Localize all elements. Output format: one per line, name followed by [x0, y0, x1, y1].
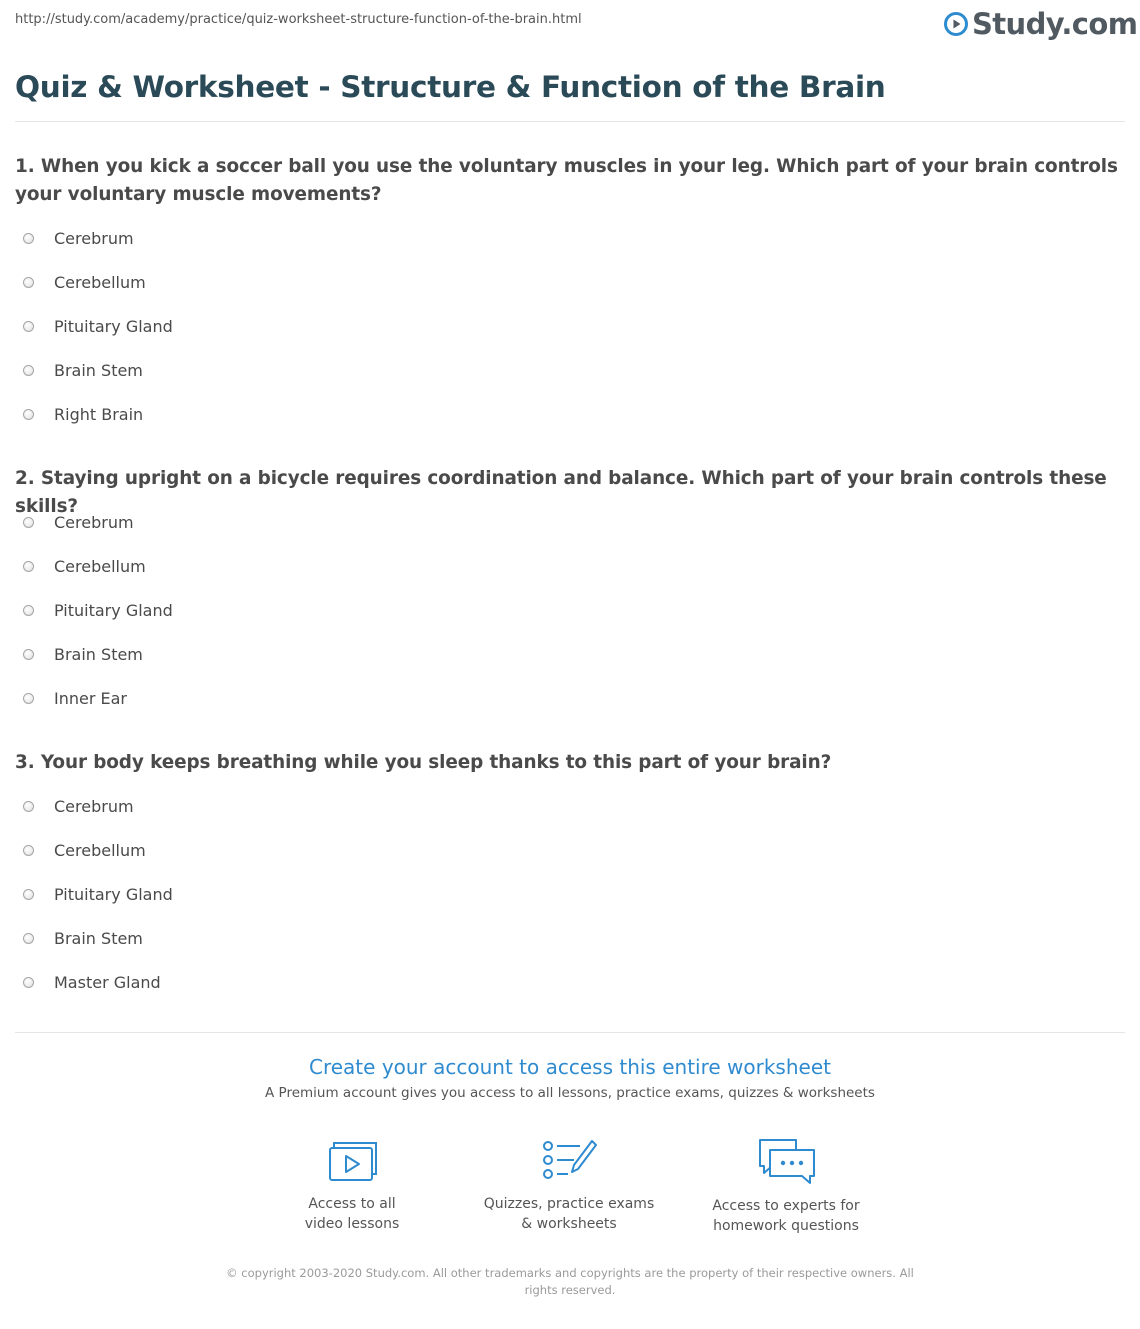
radio-button[interactable]	[23, 605, 34, 616]
feature-line: Access to all	[308, 1196, 396, 1212]
page-title: Quiz & Worksheet - Structure & Function of the Brain	[15, 70, 886, 104]
quiz-checklist-icon	[540, 1136, 598, 1184]
answer-label: Inner Ear	[54, 688, 127, 708]
answer-option[interactable]	[15, 598, 415, 622]
answer-label: Cerebrum	[54, 512, 134, 532]
answer-option[interactable]	[15, 926, 415, 950]
answer-option[interactable]	[15, 270, 415, 294]
answer-option[interactable]	[15, 358, 415, 382]
answer-option[interactable]	[15, 838, 415, 862]
radio-button[interactable]	[23, 801, 34, 812]
radio-button[interactable]	[23, 845, 34, 856]
promo-subtitle: A Premium account gives you access to all lessons, practice exams, quizzes & worksheets	[265, 1085, 875, 1101]
chat-experts-icon	[754, 1136, 818, 1186]
answer-label: Brain Stem	[54, 928, 143, 948]
radio-button[interactable]	[23, 277, 34, 288]
radio-button[interactable]	[23, 409, 34, 420]
answer-label: Brain Stem	[54, 360, 143, 380]
answer-label: Pituitary Gland	[54, 884, 173, 904]
answer-label: Cerebrum	[54, 796, 134, 816]
radio-button[interactable]	[23, 517, 34, 528]
answer-label: Cerebellum	[54, 840, 146, 860]
promo-divider	[15, 1032, 1125, 1033]
page-url: http://study.com/academy/practice/quiz-worksheet-structure-function-of-the-brain.html	[15, 12, 582, 27]
answer-option[interactable]	[15, 402, 415, 426]
answer-option[interactable]	[15, 794, 415, 818]
question-1	[15, 153, 1125, 424]
radio-button[interactable]	[23, 977, 34, 988]
feature-experts	[676, 1136, 896, 1236]
answer-option[interactable]	[15, 314, 415, 338]
question-text: 3. Your body keeps breathing while you sleep thanks to this part of your brain?	[15, 752, 832, 773]
answer-option[interactable]	[15, 882, 415, 906]
feature-line: video lessons	[304, 1216, 400, 1232]
title-divider	[15, 121, 1125, 122]
study-logo[interactable]	[944, 6, 1137, 42]
feature-quizzes	[459, 1136, 679, 1234]
radio-button[interactable]	[23, 233, 34, 244]
question-2	[15, 465, 1125, 708]
question-text: 1. When you kick a soccer ball you use the voluntary muscles in your leg. Which part of your brain controls your voluntary muscle movements?	[15, 156, 1118, 205]
radio-button[interactable]	[23, 321, 34, 332]
radio-button[interactable]	[23, 933, 34, 944]
radio-button[interactable]	[23, 365, 34, 376]
feature-line: & worksheets	[521, 1216, 617, 1232]
feature-line: Access to experts for	[712, 1198, 860, 1214]
answer-option[interactable]	[15, 510, 415, 534]
answer-option[interactable]	[15, 554, 415, 578]
answer-label: Master Gland	[54, 972, 161, 992]
play-circle-icon	[944, 12, 968, 36]
answer-label: Pituitary Gland	[54, 316, 173, 336]
answer-option[interactable]	[15, 226, 415, 250]
question-text: 2. Staying upright on a bicycle requires coordination and balance. Which part of your brain controls these skills?	[15, 468, 1107, 517]
copyright-notice: © copyright 2003-2020 Study.com. All other trademarks and copyrights are the property of their respective owners. All rights reserved.	[226, 1266, 914, 1297]
feature-line: homework questions	[713, 1218, 859, 1234]
radio-button[interactable]	[23, 649, 34, 660]
radio-button[interactable]	[23, 561, 34, 572]
video-lessons-icon	[324, 1136, 380, 1184]
answer-label: Cerebellum	[54, 272, 146, 292]
answer-label: Cerebrum	[54, 228, 134, 248]
logo-text: Study.com	[972, 7, 1138, 41]
question-3	[15, 749, 1125, 992]
answer-option[interactable]	[15, 642, 415, 666]
answer-label: Right Brain	[54, 404, 144, 424]
answer-label: Cerebellum	[54, 556, 146, 576]
answer-option[interactable]	[15, 686, 415, 710]
answer-label: Brain Stem	[54, 644, 143, 664]
feature-video-lessons	[242, 1136, 462, 1234]
feature-line: Quizzes, practice exams	[483, 1196, 655, 1212]
radio-button[interactable]	[23, 693, 34, 704]
create-account-link[interactable]: Create your account to access this entire worksheet	[309, 1055, 831, 1079]
answer-option[interactable]	[15, 970, 415, 994]
radio-button[interactable]	[23, 889, 34, 900]
answer-label: Pituitary Gland	[54, 600, 173, 620]
